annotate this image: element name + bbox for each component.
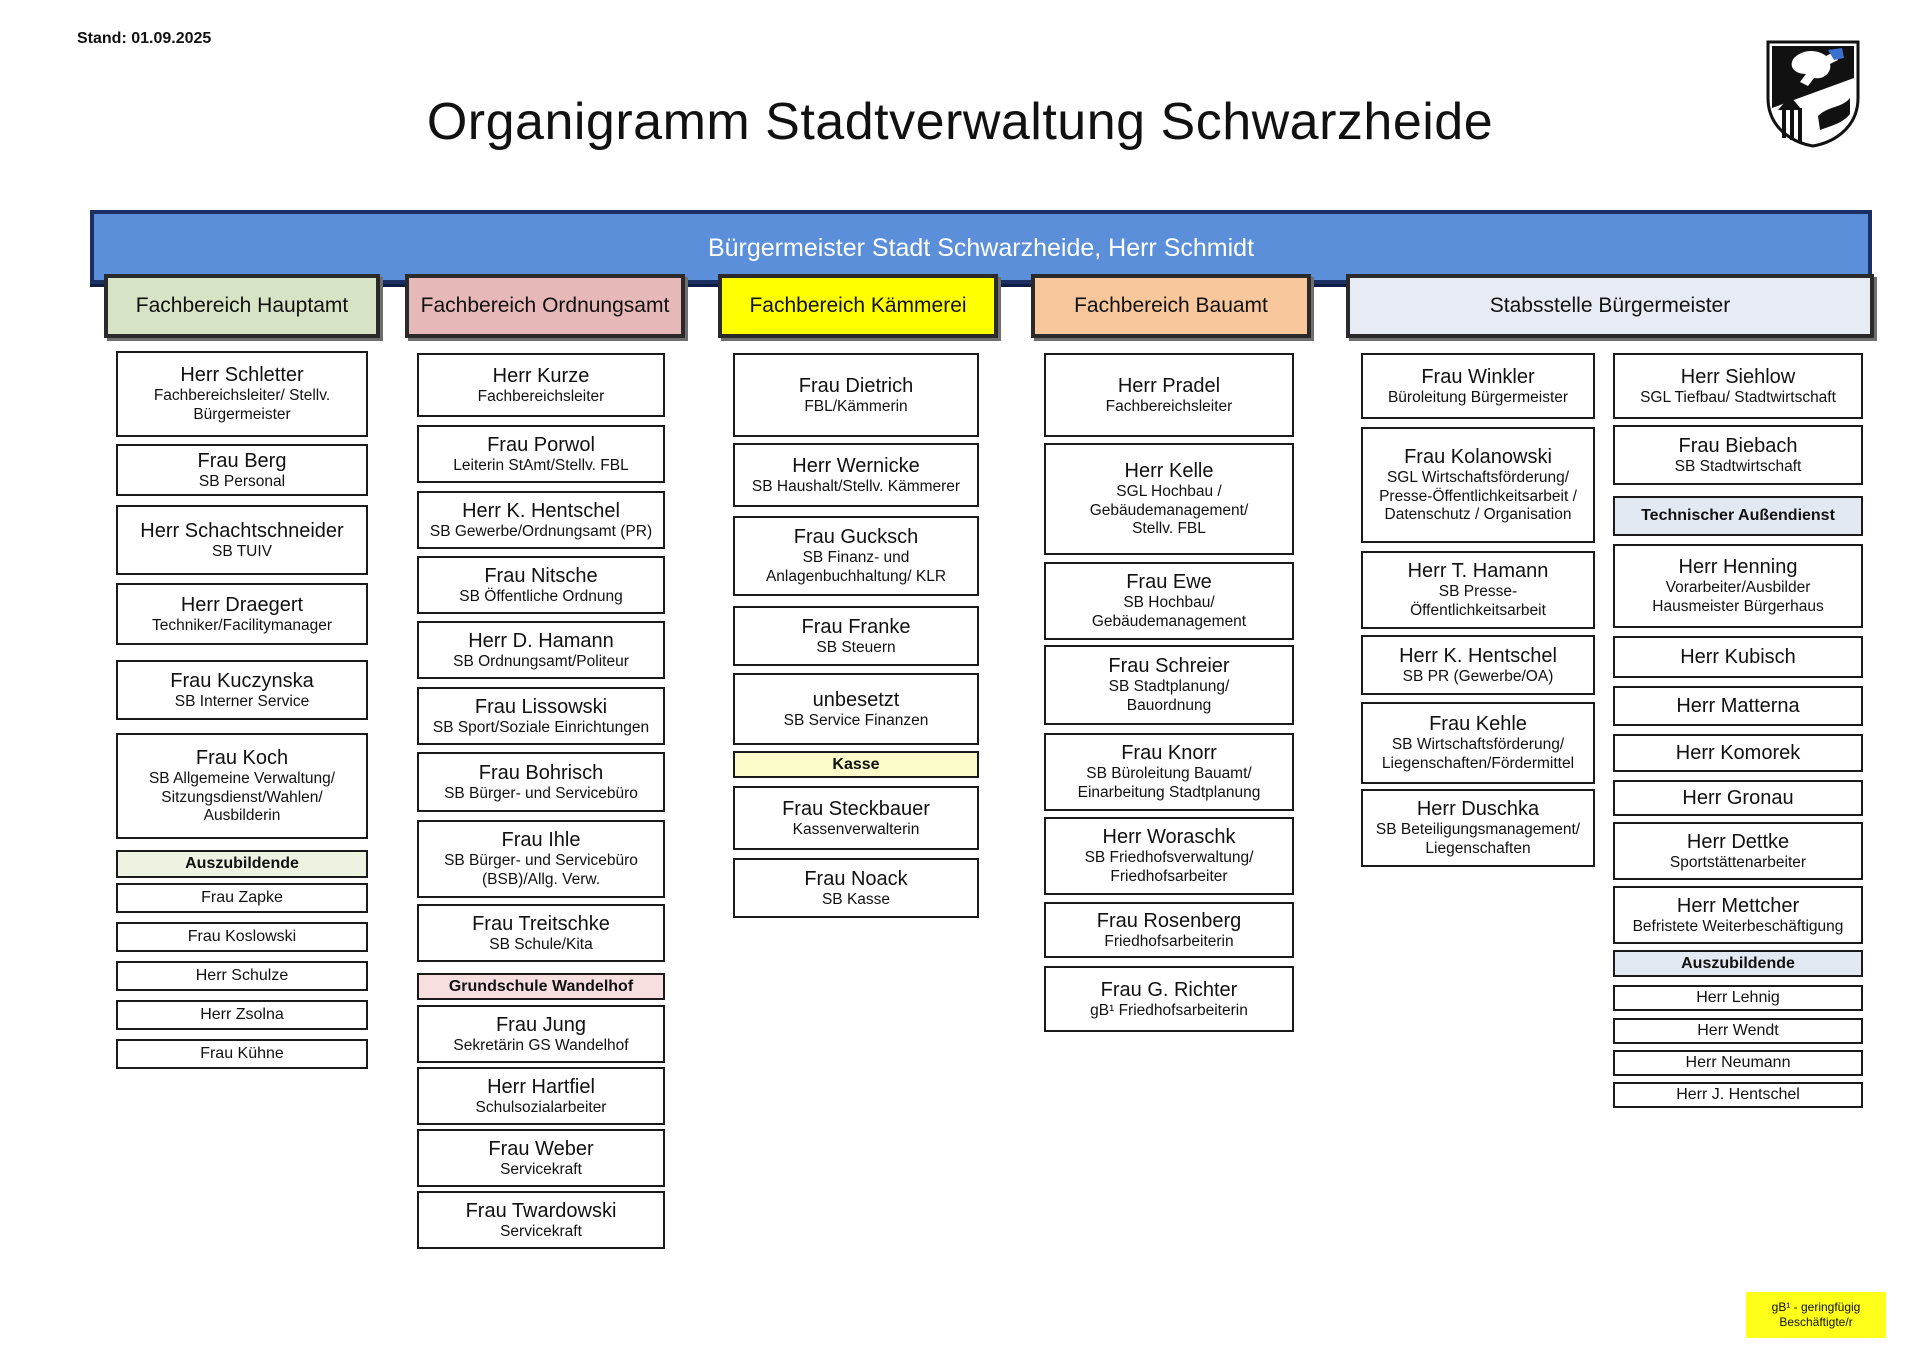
staff-name: Herr Hartfiel: [487, 1075, 595, 1098]
mayor-bar: [90, 210, 1872, 284]
staff-name: Herr Matterna: [1676, 695, 1800, 717]
staff-card: [1361, 635, 1595, 695]
staff-name: Frau Rosenberg: [1096, 909, 1242, 932]
staff-name: Herr Siehlow: [1680, 365, 1796, 388]
staff-name: unbesetzt: [812, 688, 900, 711]
staff-role: Servicekraft: [500, 1222, 582, 1240]
dept-kaemmerei: Fachbereich Kämmerei: [718, 274, 998, 338]
staff-card: [1613, 353, 1863, 419]
staff-role: SGL Wirtschaftsförderung/ Presse-Öffentlichkeitsarbeit / Datenschutz / Organisation: [1379, 469, 1577, 524]
staff-name: Frau Twardowski: [465, 1199, 617, 1222]
trainee-card: [1613, 985, 1863, 1011]
kasse-label: Kasse: [733, 751, 979, 778]
coat-of-arms-icon: [1764, 38, 1862, 148]
staff-card: [1044, 733, 1294, 811]
dept-bauamt: Fachbereich Bauamt: [1031, 274, 1311, 338]
staff-card: [116, 444, 368, 496]
mayor-label: Bürgermeister Stadt Schwarzheide, Herr Schmidt: [707, 234, 1255, 262]
staff-role: Befristete Weiterbeschäftigung: [1632, 917, 1844, 935]
staff-role: SB Bürger- und Servicebüro (BSB)/Allg. Verw.: [444, 852, 638, 888]
staff-role: SB Friedhofsverwaltung/ Friedhofsarbeiter: [1084, 849, 1254, 885]
staff-card: [417, 425, 665, 483]
page-title: Organigramm Stadtverwaltung Schwarzheide: [426, 93, 1494, 151]
staff-name: Frau Jung: [495, 1013, 587, 1036]
staff-role: Kassenverwalterin: [792, 820, 920, 838]
staff-card: [417, 621, 665, 679]
trainee-name: Frau Kühne: [200, 1045, 284, 1063]
staff-card: [733, 606, 979, 666]
staff-name: Frau Franke: [801, 615, 911, 638]
school-staff-card: [417, 1067, 665, 1125]
kasse-staff-card: [733, 786, 979, 850]
outdoor-staff-card: [1613, 544, 1863, 628]
staff-name: Herr D. Hamann: [468, 629, 614, 652]
staff-role: Vorarbeiter/Ausbilder Hausmeister Bürgerhaus: [1652, 579, 1824, 615]
staff-name: Herr Schletter: [180, 364, 304, 387]
staff-name: Frau Schreier: [1108, 655, 1230, 678]
staff-role: SB PR (Gewerbe/OA): [1402, 667, 1554, 685]
staff-name: Herr Henning: [1678, 556, 1798, 579]
staff-name: Herr Kelle: [1124, 460, 1214, 483]
staff-card: [116, 351, 368, 437]
staff-role: Leiterin StAmt/Stellv. FBL: [453, 456, 629, 474]
dept-stabsstelle: Stabsstelle Bürgermeister: [1346, 274, 1874, 338]
trainee-card: [116, 1000, 368, 1030]
staff-name: Herr Wernicke: [792, 454, 920, 477]
staff-role: SB Beteiligungsmanagement/ Liegenschaften: [1375, 821, 1581, 857]
trainee-name: Herr Wendt: [1697, 1022, 1779, 1040]
staff-name: Herr T. Hamann: [1407, 560, 1549, 583]
dept-ordnungsamt: Fachbereich Ordnungsamt: [405, 274, 685, 338]
staff-card: [417, 820, 665, 898]
outdoor-staff-card: [1613, 822, 1863, 880]
staff-role: gB¹ Friedhofsarbeiterin: [1090, 1001, 1248, 1019]
trainee-label: Auszubildende: [116, 850, 368, 878]
staff-card: [1044, 645, 1294, 725]
staff-card: [733, 353, 979, 437]
staff-role: FBL/Kämmerin: [804, 397, 908, 415]
staff-role: SB Gewerbe/Ordnungsamt (PR): [429, 522, 653, 540]
staff-role: SB Finanz- und Anlagenbuchhaltung/ KLR: [765, 549, 947, 585]
staff-card: [1044, 817, 1294, 895]
staff-role: SB Interner Service: [174, 692, 310, 710]
staff-card: [417, 556, 665, 614]
trainee-name: Herr Lehnig: [1696, 989, 1780, 1007]
staff-role: Friedhofsarbeiterin: [1104, 932, 1234, 950]
trainee-card: [1613, 1018, 1863, 1044]
trainee-card: [116, 961, 368, 991]
trainee-card: [116, 883, 368, 913]
staff-name: Frau Lissowski: [474, 695, 608, 718]
staff-name: Frau Nitsche: [484, 564, 598, 587]
outdoor-label: Technischer Außendienst: [1613, 496, 1863, 536]
school-staff-card: [417, 1005, 665, 1063]
outdoor-staff-card: [1613, 886, 1863, 944]
staff-card: [1044, 443, 1294, 555]
trainee-label: Auszubildende: [1613, 950, 1863, 977]
staff-card: [1044, 966, 1294, 1032]
trainee-name: Herr J. Hentschel: [1676, 1086, 1800, 1104]
staff-role: SB Stadtwirtschaft: [1674, 457, 1802, 475]
trainee-name: Herr Zsolna: [200, 1006, 284, 1024]
trainee-name: Herr Schulze: [195, 967, 289, 985]
staff-role: SB Hochbau/ Gebäudemanagement: [1091, 594, 1247, 630]
staff-role: Servicekraft: [500, 1160, 582, 1178]
staff-card: [733, 673, 979, 745]
staff-role: SB Steuern: [816, 638, 896, 656]
staff-role: Büroleitung Bürgermeister: [1387, 388, 1569, 406]
staff-role: SB Ordnungsamt/Politeur: [453, 652, 629, 670]
staff-role: SB Service Finanzen: [783, 711, 929, 729]
trainee-name: Frau Zapke: [201, 889, 283, 907]
staff-card: [417, 752, 665, 812]
staff-card: [417, 353, 665, 417]
staff-role: SB Personal: [198, 472, 286, 490]
staff-role: Sekretärin GS Wandelhof: [453, 1036, 629, 1054]
staff-name: Herr Pradel: [1117, 374, 1221, 397]
staff-name: Frau Kehle: [1429, 713, 1527, 736]
staff-role: SGL Hochbau / Gebäudemanagement/ Stellv. FBL: [1089, 483, 1249, 538]
staff-card: [733, 516, 979, 596]
staff-name: Frau Treitschke: [472, 912, 610, 935]
staff-role: SB Schule/Kita: [489, 935, 593, 953]
staff-card: [1361, 551, 1595, 629]
staff-name: Herr K. Hentschel: [462, 499, 620, 522]
staff-name: Frau Bohrisch: [478, 761, 604, 784]
staff-role: SB Wirtschaftsförderung/ Liegenschaften/Fördermittel: [1381, 736, 1575, 772]
trainee-card: [116, 922, 368, 952]
staff-card: [733, 443, 979, 507]
staff-name: Frau Ewe: [1126, 571, 1212, 594]
staff-card: [116, 733, 368, 839]
staff-card: [417, 904, 665, 962]
staff-role: SB Büroleitung Bauamt/ Einarbeitung Stadtplanung: [1077, 765, 1261, 801]
staff-name: Frau Koch: [195, 747, 289, 770]
outdoor-staff-card: [1613, 686, 1863, 726]
trainee-name: Herr Neumann: [1685, 1054, 1791, 1072]
staff-role: SB Öffentliche Ordnung: [459, 587, 623, 605]
staff-role: SB Kasse: [821, 890, 891, 908]
staff-name: Frau Kuczynska: [170, 669, 314, 692]
staff-role: SB Haushalt/Stellv. Kämmerer: [751, 477, 961, 495]
staff-role: SB TUIV: [211, 542, 272, 560]
staff-name: Frau Winkler: [1421, 365, 1535, 388]
staff-name: Frau Dietrich: [798, 374, 914, 397]
staff-role: Fachbereichsleiter: [1105, 397, 1233, 415]
staff-role: Fachbereichsleiter/ Stellv. Bürgermeister: [153, 387, 331, 423]
trainee-card: [1613, 1050, 1863, 1076]
staff-name: Frau Knorr: [1121, 742, 1217, 765]
trainee-name: Frau Koslowski: [187, 928, 297, 946]
school-label: Grundschule Wandelhof: [417, 973, 665, 1000]
school-staff-card: [417, 1191, 665, 1249]
legend-line-2: Beschäftigte/r: [1779, 1315, 1853, 1329]
staff-card: [116, 583, 368, 645]
staff-name: Herr Mettcher: [1676, 894, 1800, 917]
staff-card: [1361, 789, 1595, 867]
staff-name: Frau Biebach: [1678, 434, 1798, 457]
staff-name: Herr Draegert: [180, 593, 304, 616]
staff-name: Frau Porwol: [487, 433, 595, 456]
staff-role: SGL Tiefbau/ Stadtwirtschaft: [1640, 388, 1836, 406]
staff-card: [1044, 353, 1294, 437]
staff-role: SB Allgemeine Verwaltung/ Sitzungsdienst/Wahlen/ Ausbilderin: [148, 770, 336, 825]
staff-name: Herr Duschka: [1416, 798, 1540, 821]
staff-role: Sportstättenarbeiter: [1669, 853, 1807, 871]
staff-card: [1044, 562, 1294, 640]
kasse-staff-card: [733, 858, 979, 918]
staff-role: SB Bürger- und Servicebüro: [444, 784, 638, 802]
staff-role: Fachbereichsleiter: [477, 387, 605, 405]
staff-card: [1361, 353, 1595, 419]
staff-role: Techniker/Facilitymanager: [151, 616, 333, 634]
staff-name: Frau G. Richter: [1100, 978, 1238, 1001]
outdoor-staff-card: [1613, 734, 1863, 772]
staff-name: Herr K. Hentschel: [1399, 644, 1557, 667]
staff-card: [1613, 425, 1863, 485]
staff-name: Frau Kolanowski: [1404, 446, 1552, 469]
staff-name: Frau Ihle: [501, 829, 581, 852]
staff-card: [116, 660, 368, 720]
trainee-card: [1613, 1082, 1863, 1108]
staff-name: Herr Schachtschneider: [140, 519, 344, 542]
trainee-card: [116, 1039, 368, 1069]
staff-card: [1361, 427, 1595, 543]
staff-card: [1044, 902, 1294, 958]
staff-name: Herr Gronau: [1682, 787, 1794, 809]
school-staff-card: [417, 1129, 665, 1187]
staff-role: SB Presse- Öffentlichkeitsarbeit: [1410, 583, 1546, 619]
staff-card: [1361, 702, 1595, 784]
staff-role: SB Stadtplanung/ Bauordnung: [1108, 678, 1230, 714]
staff-name: Frau Gucksch: [793, 526, 919, 549]
staff-name: Frau Steckbauer: [782, 797, 930, 820]
staff-name: Herr Komorek: [1675, 742, 1801, 764]
legend-box: [1746, 1292, 1886, 1338]
legend-line-1: gB¹ - geringfügig: [1771, 1300, 1861, 1314]
dept-hauptamt: Fachbereich Hauptamt: [104, 274, 380, 338]
staff-name: Herr Kubisch: [1680, 646, 1796, 668]
staff-name: Frau Weber: [488, 1137, 594, 1160]
staff-role: Schulsozialarbeiter: [475, 1098, 607, 1116]
staff-name: Herr Woraschk: [1102, 826, 1236, 849]
outdoor-staff-card: [1613, 636, 1863, 678]
staff-card: [116, 505, 368, 575]
staff-name: Frau Berg: [197, 449, 287, 472]
staff-name: Herr Dettke: [1686, 830, 1790, 853]
staff-card: [417, 687, 665, 745]
staff-card: [417, 491, 665, 549]
outdoor-staff-card: [1613, 780, 1863, 816]
staff-role: SB Sport/Soziale Einrichtungen: [432, 718, 650, 736]
staff-name: Herr Kurze: [492, 364, 590, 387]
staff-name: Frau Noack: [804, 867, 908, 890]
stand-date: Stand: 01.09.2025: [77, 30, 212, 47]
